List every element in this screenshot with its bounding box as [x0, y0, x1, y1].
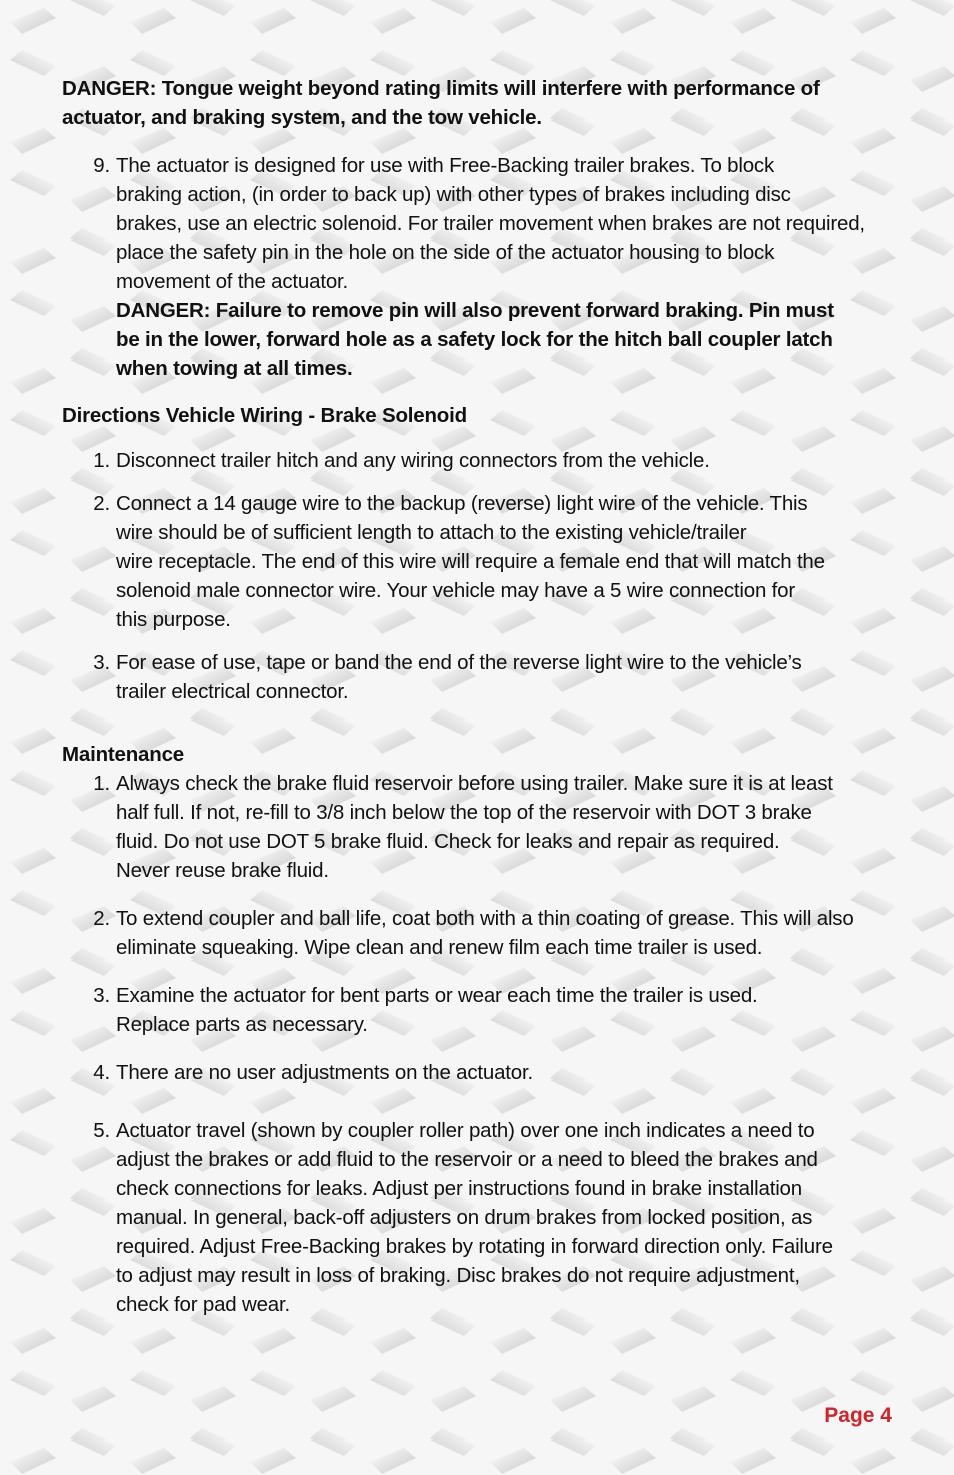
text-line: actuator, and braking system, and the tow vehicle. — [62, 106, 542, 129]
text-line: Never reuse brake fluid. — [116, 859, 329, 882]
text-line: be in the lower, forward hole as a safety lock for the hitch ball coupler latch — [116, 328, 833, 351]
text-line: this purpose. — [116, 608, 231, 631]
text-line: There are no user adjustments on the actuator. — [116, 1061, 533, 1084]
text-line: manual. In general, back-off adjusters on drum brakes from locked position, as — [116, 1206, 813, 1229]
text-line: DANGER: Failure to remove pin will also prevent forward braking. Pin must — [116, 299, 834, 322]
text-line: check connections for leaks. Adjust per instructions found in brake installation — [116, 1177, 802, 1200]
section-heading-vehicle-wiring: Directions Vehicle Wiring - Brake Solenoid — [62, 404, 467, 427]
text-line: wire receptacle. The end of this wire will require a female end that will match the — [116, 550, 825, 573]
list-number: 5. — [93, 1119, 110, 1142]
list-item-text — [116, 151, 916, 383]
text-line: brakes, use an electric solenoid. For trailer movement when brakes are not required, — [116, 212, 865, 235]
text-line: movement of the actuator. — [116, 270, 349, 293]
list-item-text — [116, 489, 916, 634]
danger-warning-safety-pin — [116, 296, 916, 383]
list-item-text — [116, 904, 916, 962]
text-line: To extend coupler and ball life, coat both with a thin coating of grease. This will also — [116, 907, 854, 930]
text-line: adjust the brakes or add fluid to the reservoir or a need to bleed the brakes and — [116, 1148, 818, 1171]
text-line: For ease of use, tape or band the end of the reverse light wire to the vehicle’s — [116, 651, 802, 674]
text-line: place the safety pin in the hole on the side of the actuator housing to block — [116, 241, 775, 264]
text-line: check for pad wear. — [116, 1293, 290, 1316]
text-line: braking action, (in order to back up) with other types of brakes including disc — [116, 183, 791, 206]
list-number: 2. — [93, 907, 110, 930]
list-item-text — [116, 1116, 916, 1319]
list-number: 3. — [93, 651, 110, 674]
text-line: The actuator is designed for use with Free-Backing trailer brakes. To block — [116, 154, 775, 177]
list-number: 9. — [93, 154, 110, 177]
page-number: Page 4 — [824, 1404, 892, 1427]
text-line: eliminate squeaking. Wipe clean and renew film each time trailer is used. — [116, 936, 763, 959]
text-line: fluid. Do not use DOT 5 brake fluid. Check for leaks and repair as required. — [116, 830, 780, 853]
text-line: Always check the brake fluid reservoir before using trailer. Make sure it is at least — [116, 772, 833, 795]
list-item-text — [116, 446, 916, 475]
list-number: 3. — [93, 984, 110, 1007]
list-item-text — [116, 981, 916, 1039]
text-line: required. Adjust Free-Backing brakes by rotating in forward direction only. Failure — [116, 1235, 833, 1258]
list-item-text — [116, 1058, 916, 1087]
text-line: Replace parts as necessary. — [116, 1013, 368, 1036]
text-line: solenoid male connector wire. Your vehicle may have a 5 wire connection for — [116, 579, 795, 602]
text-line: half full. If not, re-fill to 3/8 inch below the top of the reservoir with DOT 3 brake — [116, 801, 812, 824]
danger-warning-tongue-weight — [62, 74, 902, 132]
text-line: when towing at all times. — [116, 357, 353, 380]
text-line: Examine the actuator for bent parts or wear each time the trailer is used. — [116, 984, 758, 1007]
text-line: DANGER: Tongue weight beyond rating limits will interfere with performance of — [62, 77, 820, 100]
list-number: 2. — [93, 492, 110, 515]
text-line: to adjust may result in loss of braking. Disc brakes do not require adjustment, — [116, 1264, 800, 1287]
text-line: wire should be of sufficient length to attach to the existing vehicle/trailer — [116, 521, 747, 544]
section-heading-maintenance: Maintenance — [62, 743, 184, 766]
list-item-text — [116, 648, 916, 706]
text-line: Connect a 14 gauge wire to the backup (reverse) light wire of the vehicle. This — [116, 492, 808, 515]
list-number: 1. — [93, 449, 110, 472]
list-number: 4. — [93, 1061, 110, 1084]
text-line: Actuator travel (shown by coupler roller path) over one inch indicates a need to — [116, 1119, 815, 1142]
text-line: Disconnect trailer hitch and any wiring connectors from the vehicle. — [116, 449, 710, 472]
list-number: 1. — [93, 772, 110, 795]
text-line: trailer electrical connector. — [116, 680, 349, 703]
list-item-text — [116, 769, 916, 885]
